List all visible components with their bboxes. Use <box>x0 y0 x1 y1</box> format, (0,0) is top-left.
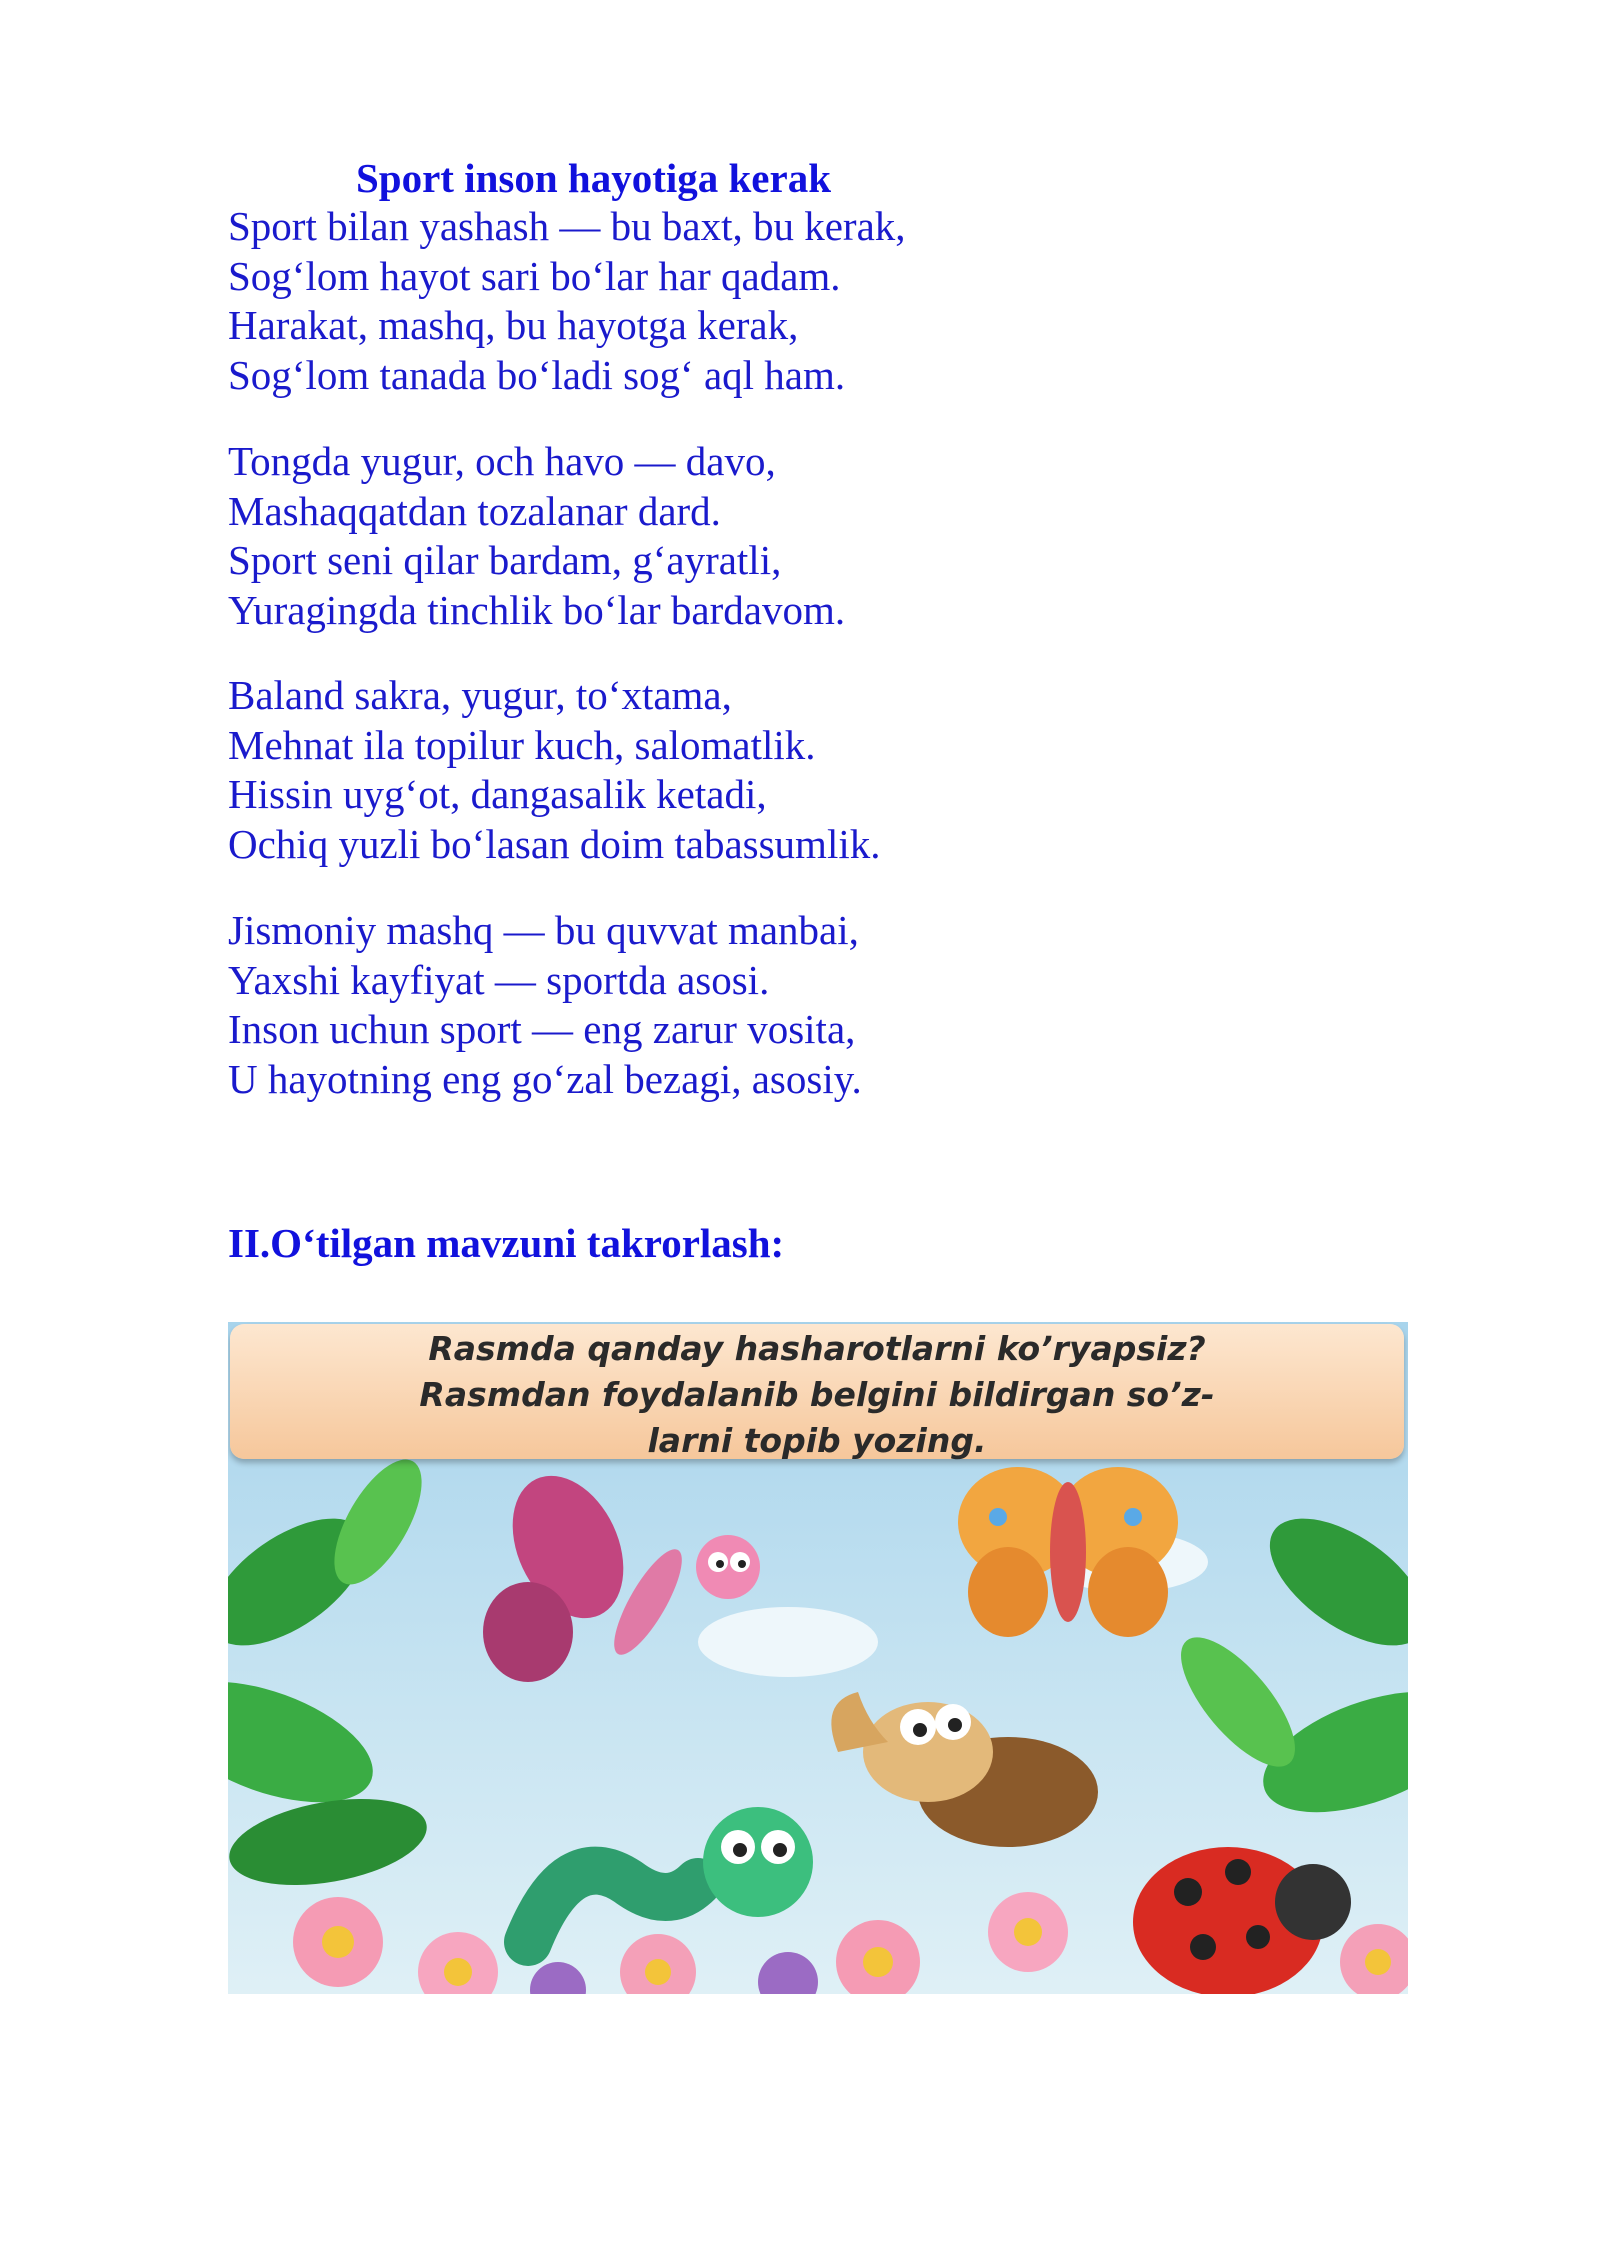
poem-line: Sog‘lom hayot sari bo‘lar har qadam. <box>228 252 841 299</box>
poem-line: Sport bilan yashash — bu baxt, bu kerak, <box>228 203 906 249</box>
task-banner <box>230 1324 1404 1459</box>
poem-line: Hissin uyg‘ot, dangasalik ketadi, <box>228 771 767 817</box>
butterfly-icon <box>958 1467 1178 1637</box>
poem-stanza-4 <box>228 906 862 1104</box>
poem-line: Sog‘lom tanada bo‘ladi sog‘ aql ham. <box>228 351 846 398</box>
poem-line: Mehnat ila topilur kuch, salomatlik. <box>228 721 816 768</box>
poem-line: U hayotning eng go‘zal bezagi, asosiy. <box>228 1055 862 1102</box>
poem-title: Sport inson hayotiga kerak <box>356 155 832 201</box>
poem-line: Jismoniy mashq — bu quvvat manbai, <box>228 907 859 953</box>
poem-line: Yaxshi kayfiyat — sportda asosi. <box>228 956 770 1003</box>
poem-line: Baland sakra, yugur, to‘xtama, <box>228 672 732 718</box>
poem-stanza-2 <box>228 437 845 635</box>
poem-line: Harakat, mashq, bu hayotga kerak, <box>228 302 799 348</box>
poem-stanza-1 <box>228 202 906 400</box>
banner-line: larni topib yozing. <box>647 1421 987 1460</box>
poem-line: Yuragingda tinchlik bo‘lar bardavom. <box>228 586 846 633</box>
poem-line: Ochiq yuzli bo‘lasan doim tabassumlik. <box>228 820 881 867</box>
section-heading: II.O‘tilgan mavzuni takrorlash: <box>228 1220 785 1266</box>
poem-line: Mashaqqatdan tozalanar dard. <box>228 487 721 534</box>
poem-line: Sport seni qilar bardam, g‘ayratli, <box>228 537 782 583</box>
poem-stanza-3 <box>228 671 880 869</box>
insects-illustration <box>228 1322 1408 1994</box>
banner-line: Rasmda qanday hasharotlarni ko’ryapsiz? <box>428 1329 1206 1368</box>
poem-line: Tongda yugur, och havo — davo, <box>228 438 776 484</box>
banner-line: Rasmdan foydalanib belgini bildirgan so’z- <box>419 1375 1215 1414</box>
poem-line: Inson uchun sport — eng zarur vosita, <box>228 1006 856 1052</box>
